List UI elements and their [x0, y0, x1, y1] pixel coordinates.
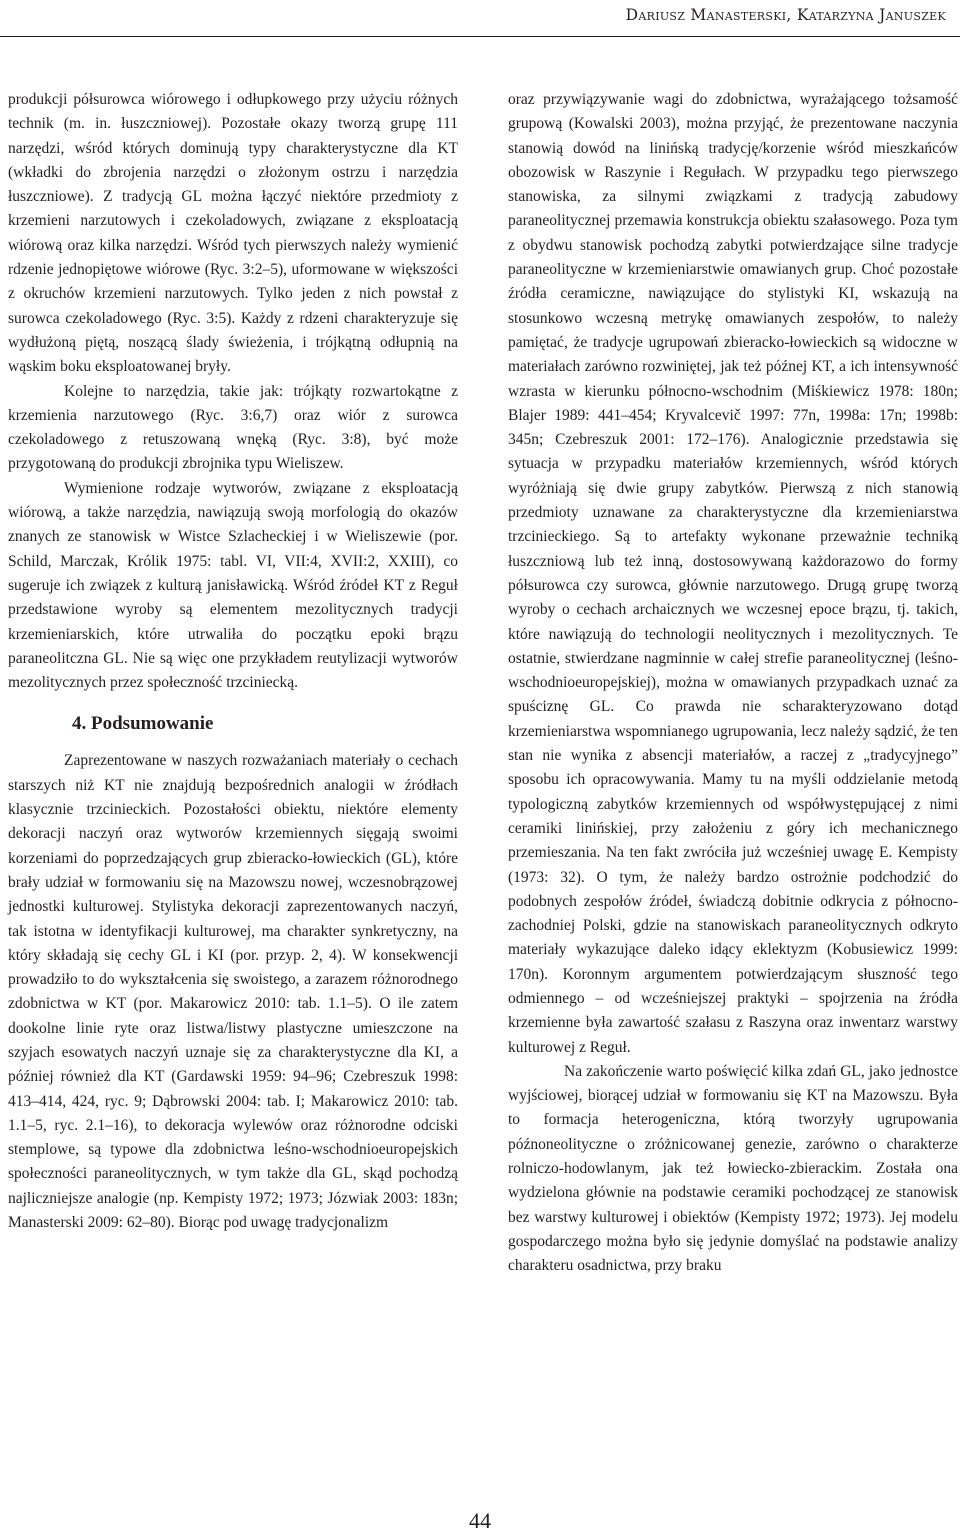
- page-number: 44: [469, 1508, 491, 1533]
- left-paragraph-3: Wymienione rodzaje wytworów, związane z eksploatacją wiórową, a także narzędzia, nawiązują swoją morfologią do okazów znanych ze stanowisk w Wistce Szlacheckiej i w Wieliszewie (por. Schild, Marczak, Królik 1975: tabl. VI, VII:4, XVII:2, XXIII), co sugeruje ich związek z kulturą janisławicką. Wśród źródeł KT z Reguł przedstawione wyroby są elementem mezolitycznych tradycji krzemieniarskich, które utrwaliła do początku epoki brązu paraneolitczna GL. Nie są więc one przykładem reutylizacji wytworów mezolitycznych przez społeczność trzciniecką.: [8, 479, 458, 692]
- running-head: Dariusz Manasterski, Katarzyna Januszek: [625, 6, 946, 24]
- header-rule: [0, 36, 960, 37]
- right-paragraph-1: oraz przywiązywanie wagi do zdobnictwa, wyrażającego tożsamość grupową (Kowalski 2003), można przyjąć, że prezentowane naczynia stanowią dowód na linińską tradycję/korzenie wśród mieszkańców obozowisk w Raszynie i Regułach. W przypadku tego pierwszego stanowiska, za silnymi związkami z tradycją zabudowy paraneolitycznej przemawia konstrukcja obiektu szałasowego. Poza tym z obydwu stanowisk pochodzą zabytki potwierdzające silne tradycje paraneolityczne w krzemieniarstwie omawianych grup. Choć pozostałe źródła ceramiczne, nawiązujące do stylistyki KI, wskazują na stosunkowo wczesną metrykę omawianych zespołów, to należy pamiętać, że tradycje ugrupowań zbieracko-łowieckich są widoczne w materiałach zarówno rozwiniętej, jak też późnej KT, a ich intensywność wzrasta w kierunku północno-wschodnim (Miśkiewicz 1978: 180n; Blajer 1989: 441–454; Kryvalcevič 1997: 77n, 1998a: 17n; 1998b: 345n; Czebreszuk 2001: 172–176). Analogicznie przedstawia się sytuacja w przypadku materiałów krzemiennych, wśród których wyróżniają się dwie grupy zabytków. Pierwszą z nich stanowią przedmioty uznawane za charakterystyczne dla krzemieniarstwa trzcinieckiego. Są to artefakty wykonane przeważnie techniką łuszczniową lub też inną, dostosowywaną każdorazowo do formy półsurowca czy surowca, głównie narzutowego. Drugą grupę tworzą wyroby o cechach archaicznych we wczesnej epoce brązu, tj. takich, które nawiązują do technologii neolitycznych i mezolitycznych. Te ostatnie, stwierdzane nagminnie w całej strefie paraneolitycznej (leśno-wschodnioeuropejskiej), można w omawianych przypadkach uznać za spuściznę GL. Co prawda nie scharakteryzowano dotąd krzemieniarstwa wspomnianego ugrupowania, lecz należy sądzić, że ten stan nie wynika z absencji materiałów, a raczej z „tradycyjnego” sposobu ich opracowywania. Mamy tu na myśli oddzielanie metodą typologiczną zabytków krzemiennych od współwystępującej z nimi ceramiki linińskiej, przy założeniu z góry ich mechanicznego przemieszania. Na ten fakt zwróciła już wcześniej uwagę E. Kempisty (1973: 32). O tym, że należy bardzo ostrożnie podchodzić do podobnych zespołów źródeł, świadczą dobitnie odkrycia z północno-zachodniej Polski, gdzie na stanowiskach paraneolitycznych odkryto materiały wykazujące daleko idący eklektyzm (Kobusiewicz 1999: 170n). Koronnym argumentem potwierdzającym słuszność tego odmiennego – od wcześniejszej praktyki – spojrzenia na źródła krzemienne była zawartość szałasu z Raszyna oraz inwentarz warstwy kulturowej z Reguł.: [508, 91, 958, 1056]
- left-paragraph-1: produkcji półsurowca wiórowego i odłupkowego przy użyciu różnych technik (m. in. łuszczniowej). Pozostałe okazy tworzą grupę 111 narzędzi, wśród których dominują typy charakterystyczne dla KT (wkładki do zbrojenia narzędzi o złożonym ostrzu i narzędzia łuszczniowe). Z tradycją GL można łączyć niektóre przedmioty z krzemieni narzutowych i czekoladowych, związane z eksploatacją wiórową oraz kilka narzędzi. Wśród tych pierwszych należy wymienić rdzenie jednopiętowe wiórowe (Ryc. 3:2–5), uformowane w większości z okruchów krzemieni narzutowych. Tylko jeden z nich powstał z surowca czekoladowego (Ryc. 3:5). Każdy z rdzeni charakteryzuje się wydłużoną piętą, noszącą ślady świeżenia, i trójkątną odłupnią na wąskim boku eksploatowanej bryły.: [8, 91, 458, 376]
- section-title: 4. Podsumowanie: [72, 713, 214, 735]
- left-column: [8, 88, 458, 1235]
- left-paragraph-4: Zaprezentowane w naszych rozważaniach materiały o cechach starszych niż KT nie znajdują bezpośrednich analogii w źródłach klasycznie trzcinieckich. Pozostałości obiektu, niektóre elementy dekoracji naczyń oraz wytworów krzemiennych sięgają swoimi korzeniami do poprzedzających grup zbieracko-łowieckich (GL), które brały udział w formowaniu się na Mazowszu nowej, wczesnobrązowej jednostki kulturowej. Stylistyka dekoracji zaprezentowanych naczyń, tak istotna w identyfikacji kulturowej, ma charakter synkretyczny, na który składają się cechy GL i KI (por. przyp. 2, 4). W konsekwencji prowadziło to do wykształcenia się swoistego, a zarazem różnorodnego zdobnictwa w KT (por. Makarowicz 2010: tab. 1.1–5). O ile zatem dookolne linie ryte oraz listwa/listwy plastyczne umieszczone na szyjach esowatych naczyń uznaje się za charakterystyczne dla KI, a później również dla KT (Gardawski 1959: 94–96; Czebreszuk 1998: 413–414, 424, ryc. 9; Dąbrowski 2004: tab. I; Makarowicz 2010: tab. 1.1–5, ryc. 2.1–16), to dekoracja wylewów oraz różnorodne odciski stemplowe, są typowe dla zdobnictwa leśno-wschodnioeuropejskich społeczności paraneolitycznych, w tym także dla GL, skąd pochodzą najliczniejsze analogie (np. Kempisty 1972; 1973; Józwiak 2003: 183n; Manasterski 2009: 62–80). Biorąc pod uwagę tradycjonalizm: [8, 752, 458, 1232]
- right-column: [508, 88, 958, 1279]
- left-paragraph-2: Kolejne to narzędzia, takie jak: trójkąty rozwartokątne z krzemienia narzutowego (Ryc. 3:6,7) oraz wiór z surowca czekoladowego z retuszowaną wnęką (Ryc. 3:8), być może przygotowaną do produkcji zbrojnika typu Wieliszew.: [8, 382, 458, 473]
- right-paragraph-2: Na zakończenie warto poświęcić kilka zdań GL, jako jednostce wyjściowej, biorącej udział w formowaniu się KT na Mazowszu. Była to formacja heterogeniczna, którą tworzyły ugrupowania późnoneolityczne o zróżnicowanej genezie, zarówno o charakterze rolniczo-hodowlanym, jak też łowiecko-zbierackim. Została ona wydzielona głównie na podstawie ceramiki pochodzącej ze stanowisk bez warstwy kulturowej i obiektów (Kempisty 1972; 1973). Jej modelu gospodarczego można było się jedynie domyślać na podstawie analizy charakteru osadnictwa, przy braku: [508, 1062, 958, 1275]
